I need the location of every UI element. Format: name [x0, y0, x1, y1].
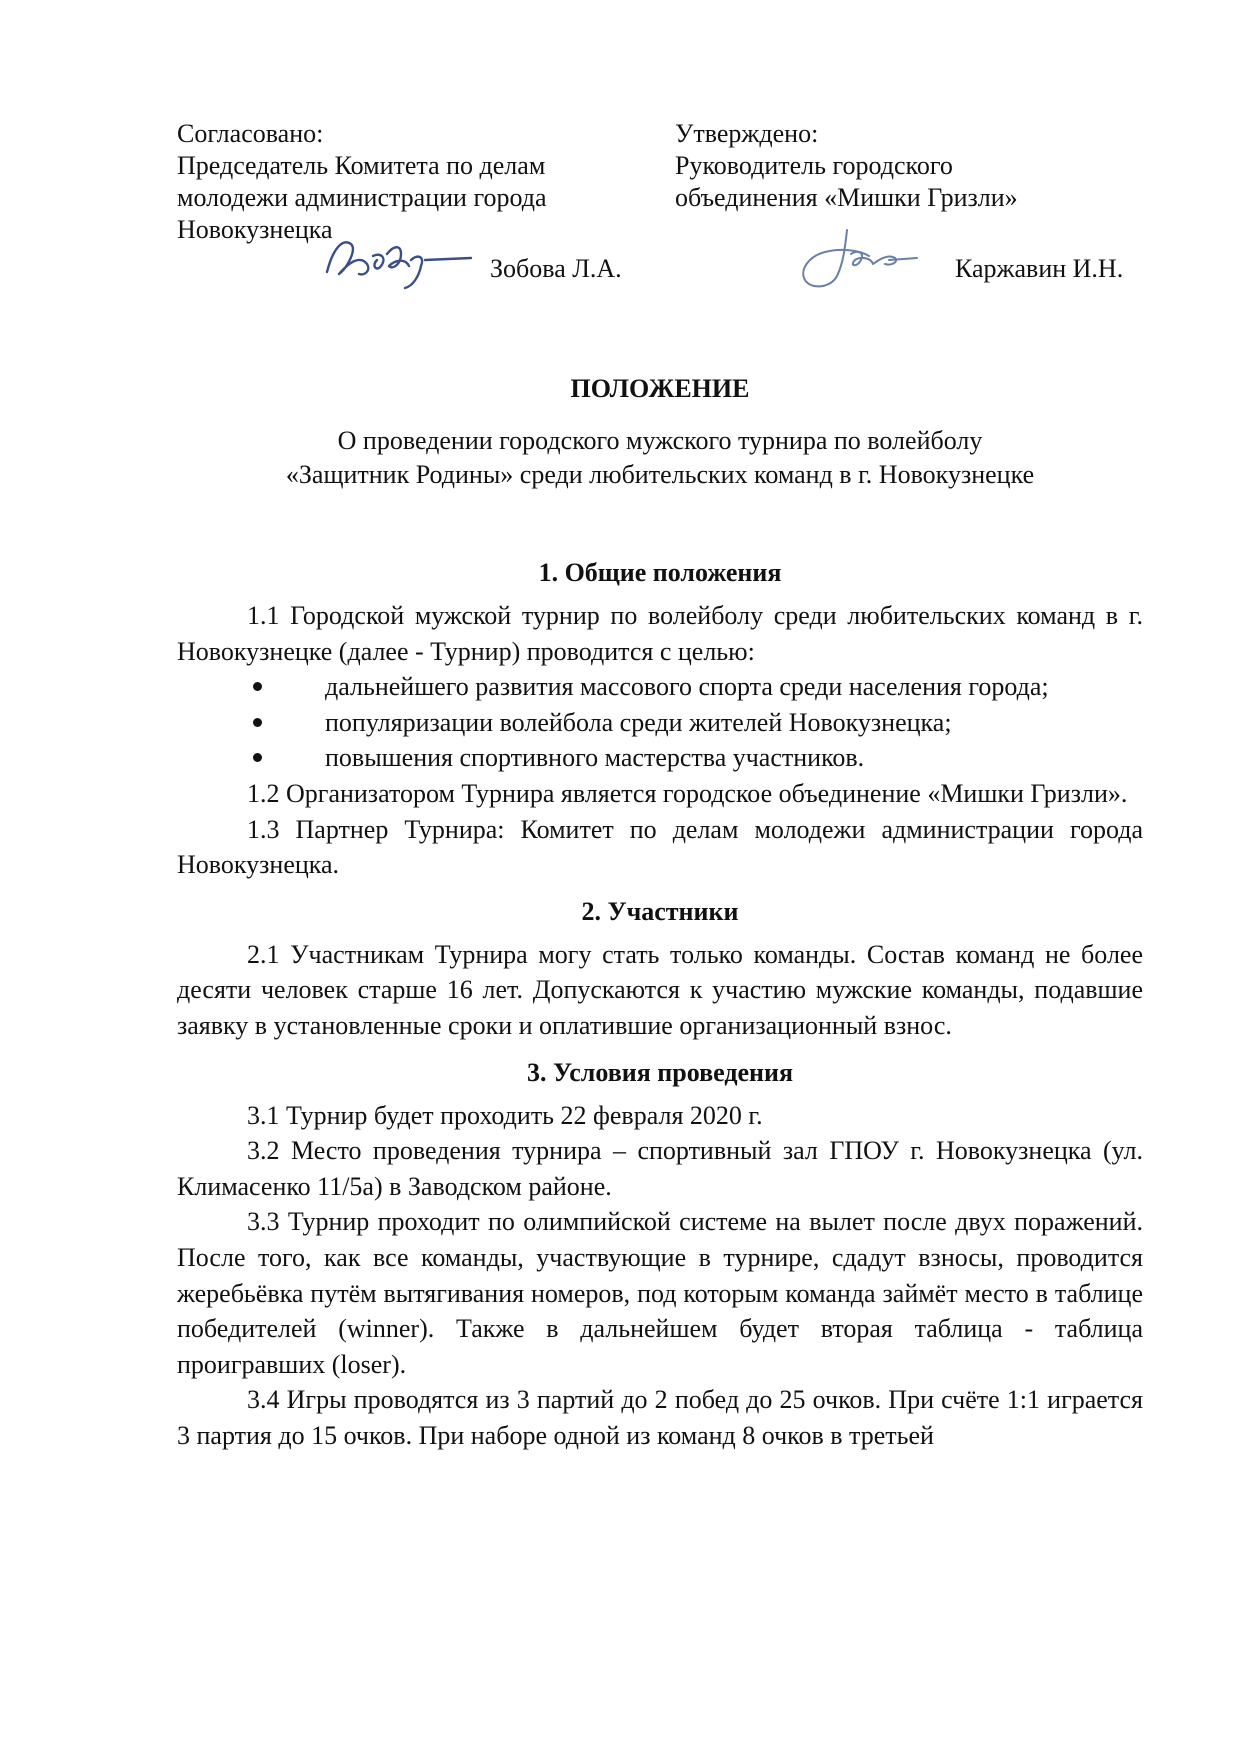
section-title: 1. Общие положения — [538, 558, 782, 587]
agreed-line: молодежи администрации города — [177, 183, 547, 212]
paragraph: 3.4 Игры проводятся из 3 партий до 2 побед до 25 очков. При счёте 1:1 играется 3 партия до 15 очков. При наборе одной из команд 8 очков в третьей — [177, 1385, 1143, 1450]
signature-right-icon — [785, 224, 925, 294]
subtitle-line: О проведении городского мужского турнира по волейболу — [337, 426, 983, 455]
goals-list — [177, 669, 1143, 776]
approved-signer-name: Каржавин И.Н. — [955, 254, 1124, 283]
approved-line: Руководитель городского — [675, 151, 953, 180]
subtitle-line: «Защитник Родины» среди любительских команд в г. Новокузнецке — [285, 460, 1035, 489]
list-item-text: повышения спортивного мастерства участников. — [325, 743, 865, 773]
document-title: ПОЛОЖЕНИЕ — [570, 374, 750, 403]
list-item-text: дальнейшего развития массового спорта среди населения города; — [325, 672, 1049, 702]
paragraph: 3.2 Место проведения турнира – спортивный зал ГПОУ г. Новокузнецка (ул. Климасенко 11/5а) в Заводском районе. — [177, 1136, 1143, 1201]
list-item — [177, 669, 1143, 705]
agreed-line: Согласовано: — [177, 119, 324, 148]
paragraph: 1.3 Партнер Турнира: Комитет по делам молодежи администрации города Новокузнецка. — [177, 814, 1143, 880]
approval-block — [177, 118, 1147, 298]
agreed-line: Председатель Комитета по делам — [177, 151, 546, 180]
paragraph: 1.2 Организатором Турнира является городское объединение «Мишки Гризли». — [247, 778, 1128, 808]
paragraph: 3.1 Турнир будет проходить 22 февраля 2020 г. — [247, 1100, 763, 1130]
paragraph: 3.3 Турнир проходит по олимпийской системе на вылет после двух поражений. После того, как все команды, участвующие в турнире, сдадут взносы, проводится жеребьёвка путём вытягивания номеров, под которым команда займёт место в таблице победителей (winner). Также в дальнейшем будет вторая таблица - таблица проигравших (loser). — [177, 1207, 1143, 1379]
section-title: 3. Условия проведения — [526, 1057, 794, 1087]
document-body — [177, 372, 1143, 1453]
bullet-icon — [253, 718, 262, 727]
section-title: 2. Участники — [581, 896, 739, 926]
bullet-icon — [253, 682, 262, 691]
bullet-icon — [253, 753, 262, 762]
list-item — [177, 740, 1143, 776]
list-item-text: популяризации волейбола среди жителей Новокузнецка; — [325, 707, 952, 737]
approved-line: Утверждено: — [675, 119, 819, 148]
paragraph: 1.1 Городской мужской турнир по волейболу среди любительских команд в г. Новокузнецке (далее - Турнир) проводится с целью: — [177, 601, 1143, 666]
document-subtitle — [177, 424, 1143, 492]
agreed-signer-name: Зобова Л.А. — [490, 254, 622, 283]
approved-line: объединения «Мишки Гризли» — [675, 183, 1018, 212]
paragraph: 2.1 Участникам Турнира могу стать только команды. Состав команд не более десяти человек старше 16 лет. Допускаются к участию мужские команды, подавшие заявку в установленные сроки и оплатившие организационный взнос. — [177, 939, 1143, 1040]
approved-column — [675, 118, 1147, 214]
agreed-line: Новокузнецка — [177, 215, 333, 244]
signature-left-icon — [321, 226, 481, 290]
list-item — [177, 705, 1143, 741]
